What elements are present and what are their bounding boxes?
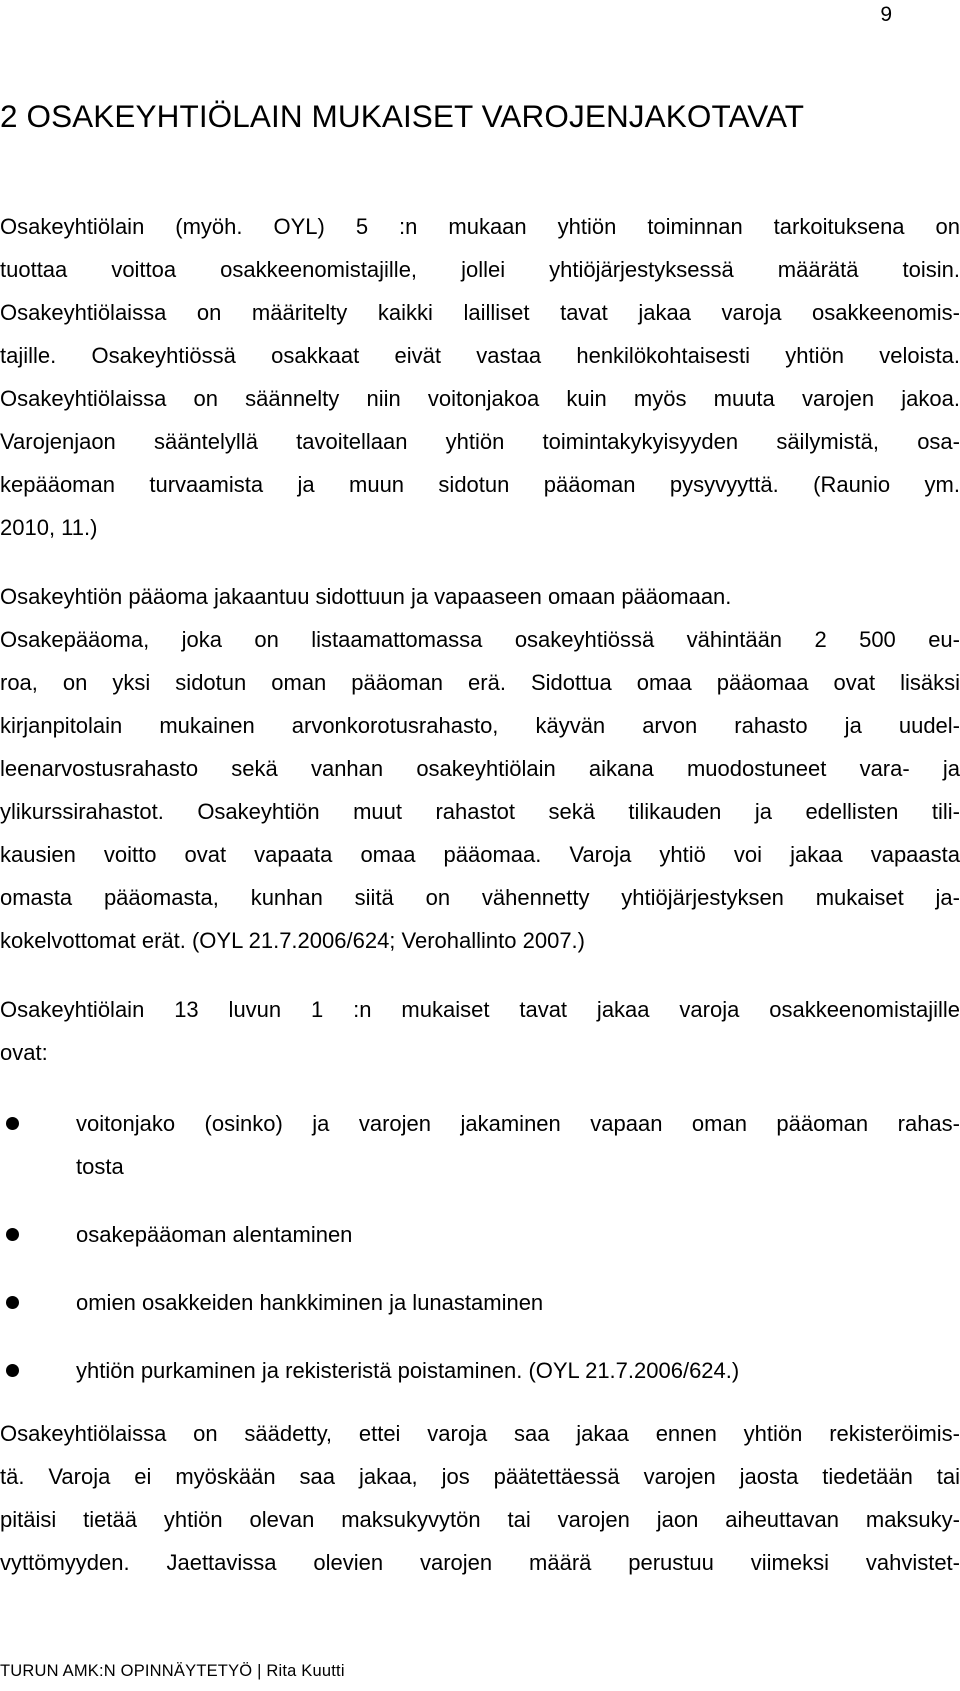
- text-line: kirjanpitolain mukainen arvonkorotusrahasto, käyvän arvon rahasto ja uudel-: [0, 713, 960, 738]
- text-line: Osakeyhtiölain (myöh. OYL) 5 :n mukaan yhtiön toiminnan tarkoituksena on: [0, 214, 960, 239]
- text-line: tä. Varoja ei myöskään saa jakaa, jos päätettäessä varojen jaosta tiedetään tai: [0, 1464, 960, 1489]
- page-number: 9: [880, 3, 892, 26]
- text-line: voitonjako (osinko) ja varojen jakaminen vapaan oman pääoman rahas-: [76, 1111, 960, 1136]
- text-line: pitäisi tietää yhtiön olevan maksukyvytön tai varojen jaon aiheuttavan maksuky-: [0, 1507, 960, 1532]
- text-line: Varojenjaon sääntelyllä tavoitellaan yhtiön toimintakykyisyyden säilymistä, osa-: [0, 429, 960, 454]
- text-line: Osakeyhtiölaissa on säännelty niin voitonjakoa kuin myös muuta varojen jakoa.: [0, 386, 960, 411]
- list-item: [0, 1281, 960, 1324]
- bullet-dot-icon: [6, 1364, 19, 1377]
- text-line: tajille. Osakeyhtiössä osakkaat eivät vastaa henkilökohtaisesti yhtiön veloista.: [0, 343, 960, 368]
- text-line: Osakeyhtiölaissa on säädetty, ettei varoja saa jakaa ennen yhtiön rekisteröimis-: [0, 1421, 960, 1446]
- list-item: [0, 1349, 960, 1392]
- text-line: yhtiön purkaminen ja rekisteristä poistaminen. (OYL 21.7.2006/624.): [76, 1358, 740, 1383]
- text-line: vyttömyyden. Jaettavissa olevien varojen määrä perustuu viimeksi vahvistet-: [0, 1550, 960, 1575]
- text-line: omasta pääomasta, kunhan siitä on vähennetty yhtiöjärjestyksen mukaiset ja-: [0, 885, 960, 910]
- text-line: roa, on yksi sidotun oman pääoman erä. Sidottua omaa pääomaa ovat lisäksi: [0, 670, 960, 695]
- text-line: omien osakkeiden hankkiminen ja lunastaminen: [76, 1290, 544, 1315]
- bullet-dot-icon: [6, 1117, 19, 1130]
- text-line: osakepääoman alentaminen: [76, 1222, 353, 1247]
- text-line: 2010, 11.): [0, 515, 98, 540]
- paragraph-intro: [0, 205, 960, 549]
- list-item: [0, 1213, 960, 1256]
- text-line: Osakeyhtiölain 13 luvun 1 :n mukaiset tavat jakaa varoja osakkeenomistajille: [0, 997, 960, 1022]
- body-content: [0, 205, 960, 1610]
- list-item: [0, 1102, 960, 1188]
- text-line: Osakepääoma, joka on listaamattomassa osakeyhtiössä vähintään 2 500 eu-: [0, 627, 960, 652]
- text-line: kokelvottomat erät. (OYL 21.7.2006/624; Verohallinto 2007.): [0, 928, 585, 953]
- page-footer: TURUN AMK:N OPINNÄYTETYÖ | Rita Kuutti: [0, 1662, 345, 1680]
- text-line: Osakeyhtiön pääoma jakaantuu sidottuun ja vapaaseen omaan pääomaan.: [0, 584, 732, 609]
- bullet-dot-icon: [6, 1296, 19, 1309]
- chapter-heading: 2 OSAKEYHTIÖLAIN MUKAISET VAROJENJAKOTAVAT: [0, 98, 805, 134]
- paragraph-capital: [0, 575, 960, 962]
- bullet-dot-icon: [6, 1228, 19, 1241]
- text-line: ylikurssirahastot. Osakeyhtiön muut rahastot sekä tilikauden ja edellisten tili-: [0, 799, 960, 824]
- text-line: ovat:: [0, 1040, 48, 1065]
- paragraph-ways: [0, 988, 960, 1074]
- text-line: Osakeyhtiölaissa on määritelty kaikki lailliset tavat jakaa varoja osakkeenomis-: [0, 300, 960, 325]
- text-line: tosta: [76, 1154, 124, 1179]
- paragraph-registration: [0, 1412, 960, 1584]
- bullet-list: [0, 1074, 960, 1392]
- text-line: kausien voitto ovat vapaata omaa pääomaa. Varoja yhtiö voi jakaa vapaasta: [0, 842, 960, 867]
- text-line: kepääoman turvaamista ja muun sidotun pääoman pysyvyyttä. (Raunio ym.: [0, 472, 960, 497]
- text-line: leenarvostusrahasto sekä vanhan osakeyhtiölain aikana muodostuneet vara- ja: [0, 756, 960, 781]
- text-line: tuottaa voittoa osakkeenomistajille, jollei yhtiöjärjestyksessä määrätä toisin.: [0, 257, 960, 282]
